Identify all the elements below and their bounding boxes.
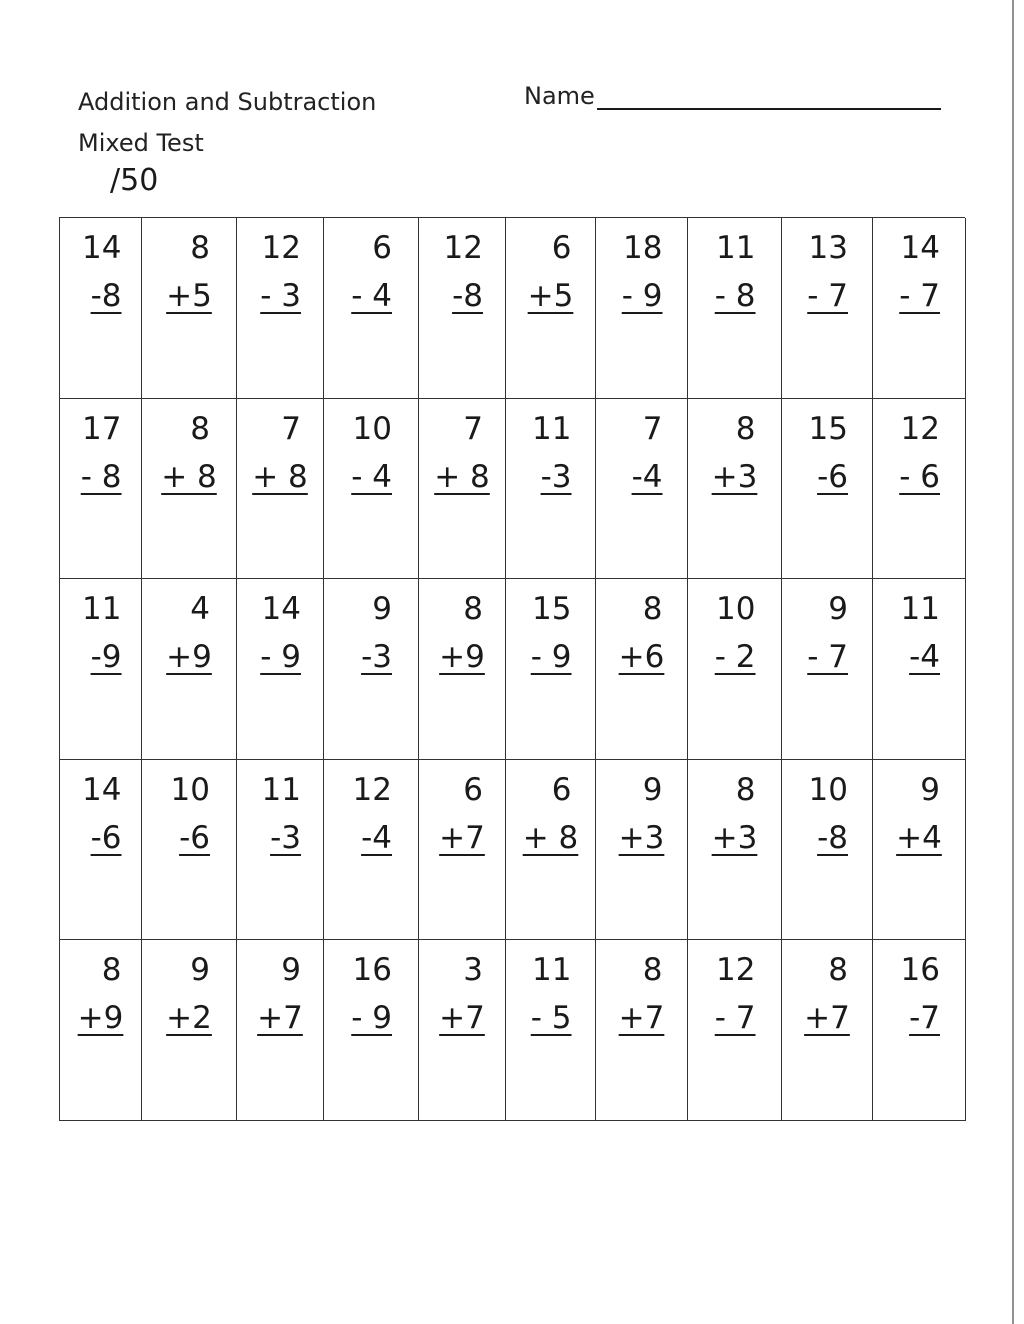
problem-operator-number: +9 [439, 639, 485, 676]
problem [324, 224, 418, 320]
problem-top-number: 10 [170, 771, 210, 808]
problem-operator-number: + 8 [522, 819, 579, 856]
problem [782, 766, 872, 862]
page-edge-line [1012, 0, 1014, 1324]
problem-cell[interactable] [237, 940, 324, 1121]
problem-operator-number: - 9 [351, 1000, 392, 1037]
problem-cell[interactable] [142, 399, 237, 580]
problem-cell[interactable] [142, 940, 237, 1121]
problem-top-number: 14 [82, 771, 122, 808]
problem-top-number: 9 [828, 591, 848, 628]
problem-cell[interactable] [237, 399, 324, 580]
problem-operator-number: -3 [270, 819, 301, 856]
problem-operator-number: -6 [179, 819, 210, 856]
problem-top-number: 11 [82, 591, 122, 628]
problem-cell[interactable] [873, 399, 966, 580]
problem-top-number: 14 [900, 230, 940, 266]
problem-operator-number: - 3 [260, 278, 301, 314]
problem [419, 405, 505, 501]
problem-top-number: 10 [352, 410, 392, 447]
problem-cell[interactable] [324, 760, 419, 941]
problem [782, 405, 872, 501]
problem-operator-number: +5 [166, 278, 212, 314]
problem-top-number: 7 [463, 410, 483, 447]
problem [60, 224, 141, 320]
problem-cell[interactable] [506, 940, 596, 1121]
problem [506, 585, 595, 681]
problem [142, 585, 236, 681]
problem [506, 405, 595, 501]
problem-cell[interactable] [506, 760, 596, 941]
problem-operator-number: - 7 [807, 639, 848, 676]
problem-operator-number: +7 [618, 1000, 665, 1037]
problem-operator-number: +7 [804, 1000, 850, 1037]
problem-cell[interactable] [419, 399, 506, 580]
problem-top-number: 6 [551, 230, 572, 266]
problem-cell[interactable] [324, 940, 419, 1121]
problem-top-number: 16 [900, 952, 940, 989]
problem-cell[interactable] [142, 760, 237, 941]
problem-cell[interactable] [688, 399, 782, 580]
problem-cell[interactable] [419, 940, 506, 1121]
problem [506, 766, 595, 862]
problem [324, 585, 418, 681]
problem-top-number: 15 [808, 410, 848, 447]
problem-top-number: 7 [642, 410, 663, 447]
problem-operator-number: - 7 [714, 1000, 756, 1037]
problem-top-number: 11 [261, 771, 301, 808]
problem [324, 766, 418, 862]
problem-operator-number: +4 [896, 819, 942, 856]
problem-operator-number: -4 [361, 819, 392, 856]
problem [782, 224, 872, 320]
problem-top-number: 9 [190, 952, 210, 989]
problem-cell[interactable] [237, 218, 324, 399]
problem-top-number: 6 [551, 771, 572, 808]
problem-operator-number: -6 [90, 819, 122, 856]
problem-top-number: 11 [900, 591, 940, 628]
problem-cell[interactable] [60, 940, 142, 1121]
score-label: /50 [110, 163, 159, 198]
problem-operator-number: +7 [439, 819, 485, 856]
problem [60, 405, 141, 501]
problem-operator-number: + 8 [252, 458, 308, 495]
problem-cell[interactable] [506, 399, 596, 580]
problem-top-number: 17 [82, 410, 122, 447]
problem-operator-number: -3 [361, 639, 392, 676]
problem-top-number: 8 [828, 952, 848, 989]
problem [419, 766, 505, 862]
problem-top-number: 12 [261, 230, 301, 266]
problem [419, 946, 505, 1042]
problem-operator-number: - 8 [714, 278, 756, 314]
problem [324, 405, 418, 501]
problem-top-number: 11 [532, 410, 572, 447]
problem-operator-number: +2 [166, 1000, 212, 1037]
problem-top-number: 9 [281, 952, 301, 989]
name-field[interactable] [524, 82, 941, 110]
problem-operator-number: - 7 [807, 278, 848, 314]
problem [237, 224, 323, 320]
problem-operator-number: - 6 [899, 458, 940, 495]
problem-operator-number: -3 [540, 458, 572, 495]
problem [782, 585, 872, 681]
problem-operator-number: -8 [452, 278, 483, 314]
problem-top-number: 3 [463, 952, 483, 989]
problem [60, 585, 141, 681]
problem-cell[interactable] [596, 940, 688, 1121]
problem-cell[interactable] [782, 760, 873, 941]
problem-cell[interactable] [596, 760, 688, 941]
problem [688, 405, 781, 501]
problem-top-number: 11 [716, 230, 756, 266]
problem-cell[interactable] [596, 218, 688, 399]
problem-cell[interactable] [688, 760, 782, 941]
problem-cell[interactable] [688, 940, 782, 1121]
problem [596, 224, 687, 320]
problem [324, 946, 418, 1042]
problem-cell[interactable] [237, 579, 324, 760]
problem-cell[interactable] [60, 218, 142, 399]
problem-operator-number: - 4 [351, 278, 392, 314]
problem-cell[interactable] [419, 760, 506, 941]
problem [873, 946, 965, 1042]
problem-operator-number: -8 [90, 278, 122, 314]
problem-cell[interactable] [873, 940, 966, 1121]
problem-operator-number: - 5 [530, 1000, 572, 1037]
problem [596, 585, 687, 681]
title-line-2: Mixed Test [78, 129, 204, 157]
problem-operator-number: - 9 [530, 639, 572, 676]
problem-cell[interactable] [873, 760, 966, 941]
problem-cell[interactable] [60, 399, 142, 580]
problem-operator-number: +3 [711, 819, 758, 856]
problem-cell[interactable] [596, 579, 688, 760]
problem-top-number: 8 [190, 230, 210, 266]
problem-cell[interactable] [506, 218, 596, 399]
problem-operator-number: + 8 [161, 458, 217, 495]
problem-top-number: 12 [716, 952, 756, 989]
problem-cell[interactable] [419, 579, 506, 760]
problem-operator-number: -4 [631, 458, 663, 495]
worksheet-title [78, 82, 376, 164]
problem-top-number: 16 [352, 952, 392, 989]
problem [506, 224, 595, 320]
problem-operator-number: +5 [527, 278, 574, 314]
problem [688, 224, 781, 320]
problem-cell[interactable] [506, 579, 596, 760]
problem-top-number: 8 [735, 771, 756, 808]
problem-cell[interactable] [324, 579, 419, 760]
problem [873, 766, 965, 862]
problem-operator-number: - 4 [351, 458, 392, 495]
problem-cell[interactable] [782, 579, 873, 760]
problem-top-number: 7 [281, 410, 301, 447]
problem [596, 766, 687, 862]
problem-operator-number: -7 [909, 1000, 940, 1037]
problem-top-number: 6 [372, 230, 392, 266]
problem [506, 946, 595, 1042]
name-label: Name [524, 82, 595, 110]
problem [142, 405, 236, 501]
problem-top-number: 18 [623, 230, 663, 266]
problem-operator-number: +7 [257, 1000, 303, 1037]
problem-top-number: 15 [532, 591, 572, 628]
problem [873, 585, 965, 681]
problem-cell[interactable] [596, 399, 688, 580]
problem-operator-number: +9 [166, 639, 212, 676]
problem-top-number: 10 [808, 771, 848, 808]
problem [237, 405, 323, 501]
problem-top-number: 12 [352, 771, 392, 808]
problem [142, 946, 236, 1042]
problem-top-number: 8 [642, 952, 663, 989]
problem-operator-number: -4 [909, 639, 940, 676]
problem-cell[interactable] [142, 579, 237, 760]
problem-operator-number: - 2 [714, 639, 756, 676]
problem-top-number: 8 [463, 591, 483, 628]
problem-operator-number: - 7 [899, 278, 940, 314]
problem-top-number: 9 [920, 771, 940, 808]
problem [419, 224, 505, 320]
problem-cell[interactable] [782, 940, 873, 1121]
problem-operator-number: -8 [817, 819, 848, 856]
problem-operator-number: +6 [618, 639, 665, 676]
problem [688, 946, 781, 1042]
problem [596, 946, 687, 1042]
problem-cell[interactable] [142, 218, 237, 399]
problem-top-number: 9 [372, 591, 392, 628]
problem-top-number: 10 [716, 591, 756, 628]
problem-operator-number: +9 [77, 1000, 124, 1037]
problem [237, 585, 323, 681]
problem-operator-number: -9 [90, 639, 122, 676]
problem-cell[interactable] [688, 579, 782, 760]
problem [142, 224, 236, 320]
problem-cell[interactable] [60, 760, 142, 941]
problem-cell[interactable] [324, 218, 419, 399]
problem-cell[interactable] [419, 218, 506, 399]
problem [60, 766, 141, 862]
problem-operator-number: + 8 [434, 458, 490, 495]
problem-top-number: 11 [532, 952, 572, 989]
problem [873, 405, 965, 501]
problem-top-number: 8 [190, 410, 210, 447]
problem-top-number: 14 [261, 591, 301, 628]
problem-top-number: 4 [190, 591, 210, 628]
problem-top-number: 6 [463, 771, 483, 808]
problem-top-number: 12 [443, 230, 483, 266]
problem-cell[interactable] [237, 760, 324, 941]
problem-operator-number: -6 [817, 458, 848, 495]
problem-operator-number: +3 [711, 458, 758, 495]
problem-cell[interactable] [60, 579, 142, 760]
problem-cell[interactable] [782, 218, 873, 399]
problem [782, 946, 872, 1042]
problem [873, 224, 965, 320]
problem-top-number: 12 [900, 410, 940, 447]
problem-cell[interactable] [873, 579, 966, 760]
problem [237, 946, 323, 1042]
problem [237, 766, 323, 862]
problem [688, 766, 781, 862]
problem [688, 585, 781, 681]
problem-operator-number: - 8 [80, 458, 122, 495]
problem-cell[interactable] [782, 399, 873, 580]
problem-top-number: 8 [735, 410, 756, 447]
problem-cell[interactable] [324, 399, 419, 580]
problem-cell[interactable] [873, 218, 966, 399]
problem-top-number: 8 [101, 952, 122, 989]
problem-grid [59, 217, 965, 1121]
problem-top-number: 9 [642, 771, 663, 808]
problem-operator-number: +3 [618, 819, 665, 856]
problem [142, 766, 236, 862]
problem [60, 946, 141, 1042]
problem-top-number: 8 [642, 591, 663, 628]
problem-operator-number: +7 [439, 1000, 485, 1037]
problem-cell[interactable] [688, 218, 782, 399]
title-line-1: Addition and Subtraction [78, 88, 377, 116]
name-blank-line[interactable] [597, 84, 941, 110]
problem-operator-number: - 9 [621, 278, 663, 314]
problem [419, 585, 505, 681]
problem-top-number: 14 [82, 230, 122, 266]
problem [596, 405, 687, 501]
problem-top-number: 13 [808, 230, 848, 266]
problem-operator-number: - 9 [260, 639, 301, 676]
